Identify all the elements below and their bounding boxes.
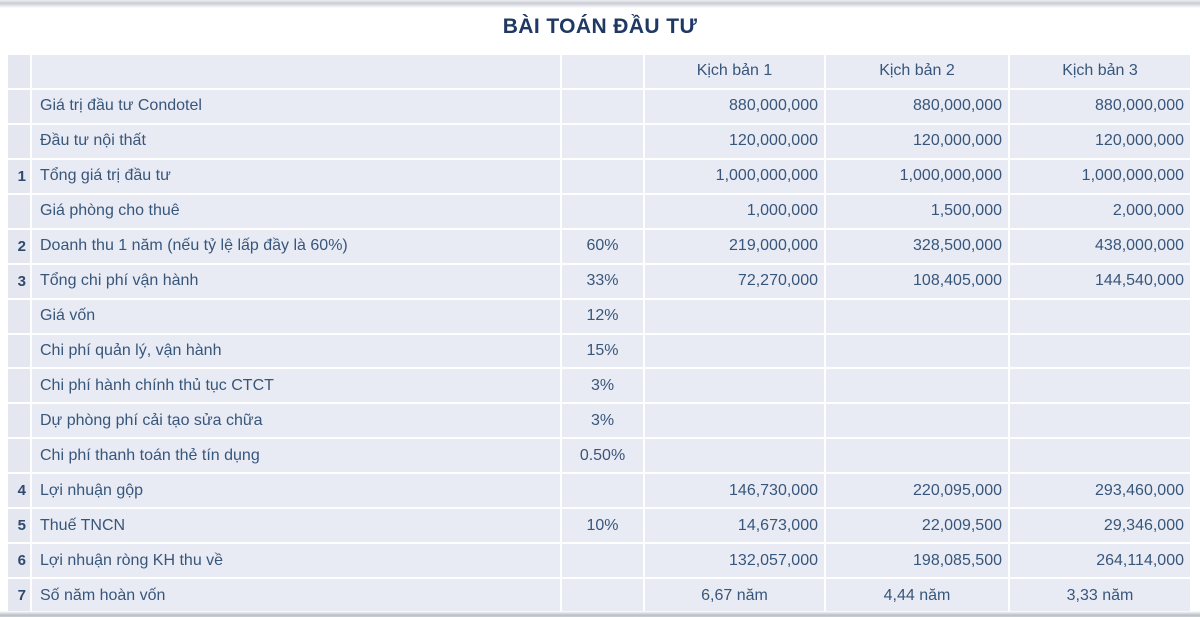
table-row [8, 579, 1190, 612]
table-row [8, 230, 1190, 265]
row-label: Thuế TNCN [32, 509, 562, 542]
table-row [8, 439, 1190, 474]
scenario-value: 1,000,000,000 [1081, 167, 1184, 185]
row-percent: 10% [562, 509, 645, 542]
row-label: Chi phí thanh toán thẻ tín dụng [32, 439, 562, 472]
row-number [8, 439, 32, 472]
row-percent [562, 90, 645, 123]
row-percent: 3% [562, 369, 645, 402]
scenario-value [826, 369, 1010, 402]
row-label: Lợi nhuận gộp [32, 474, 562, 507]
scenario-value: 880,000,000 [645, 90, 826, 123]
scenario-value: 264,114,000 [1096, 551, 1184, 569]
row-percent: 12% [562, 300, 645, 333]
scenario-value: 880,000,000 [826, 90, 1010, 123]
table-row [8, 265, 1190, 300]
row-number: 2 [8, 230, 32, 263]
scenario-value: 6,67 năm [645, 579, 826, 612]
row-label: Tổng chi phí vận hành [32, 265, 562, 298]
scenario-value [1010, 439, 1190, 472]
row-number: 5 [8, 509, 32, 542]
scenario-value: 438,000,000 [1095, 237, 1184, 255]
row-label: Số năm hoàn vốn [32, 579, 562, 612]
scenario-value: 120,000,000 [1095, 132, 1184, 150]
scenario-value: 1,000,000,000 [826, 160, 1010, 193]
table-row [8, 474, 1190, 509]
scenario-value: 72,270,000 [645, 265, 826, 298]
row-number: 7 [8, 579, 32, 612]
table-row [8, 509, 1190, 544]
table-row [8, 369, 1190, 404]
row-percent: 33% [562, 265, 645, 298]
row-label: Tổng giá trị đầu tư [32, 160, 562, 193]
scenario-value: 3,33 năm [1066, 586, 1134, 604]
row-label: Chi phí quản lý, vận hành [32, 335, 562, 368]
row-label: Dự phòng phí cải tạo sửa chữa [32, 404, 562, 437]
row-percent: 0.50% [562, 439, 645, 472]
row-number: 4 [8, 474, 32, 507]
row-percent [562, 474, 645, 507]
table-row [8, 335, 1190, 370]
scenario-header-1: Kịch bản 1 [645, 55, 826, 88]
scenario-value [645, 439, 826, 472]
scenario-value [1010, 369, 1190, 402]
table-header-row [8, 55, 1190, 90]
row-number [8, 300, 32, 333]
header-num-spacer [8, 55, 32, 88]
row-percent: 60% [562, 230, 645, 263]
row-number [8, 90, 32, 123]
row-label: Lợi nhuận ròng KH thu về [32, 544, 562, 577]
row-percent [562, 125, 645, 158]
scenario-value [826, 335, 1010, 368]
scenario-value [1010, 300, 1190, 333]
page-title: BÀI TOÁN ĐẦU TƯ [502, 15, 698, 38]
bottom-edge-divider [0, 611, 1200, 617]
scenario-value: 220,095,000 [826, 474, 1010, 507]
row-number [8, 369, 32, 402]
scenario-value [645, 335, 826, 368]
scenario-value: 2,000,000 [1112, 202, 1184, 220]
scenario-value: 146,730,000 [645, 474, 826, 507]
table-row [8, 90, 1190, 125]
header-label-spacer [32, 55, 562, 88]
row-label: Giá trị đầu tư Condotel [32, 90, 562, 123]
scenario-value: 1,000,000,000 [645, 160, 826, 193]
table-row [8, 160, 1190, 195]
scenario-value: 293,460,000 [1095, 481, 1184, 499]
table-row [8, 404, 1190, 439]
scenario-header-3: Kịch bản 3 [1062, 62, 1138, 80]
row-percent [562, 579, 645, 612]
table-row [8, 544, 1190, 579]
row-number [8, 195, 32, 228]
row-number: 3 [8, 265, 32, 298]
row-label: Đầu tư nội thất [32, 125, 562, 158]
scenario-value [645, 404, 826, 437]
row-label: Giá phòng cho thuê [32, 195, 562, 228]
row-percent: 15% [562, 335, 645, 368]
scenario-value: 880,000,000 [1095, 97, 1184, 115]
scenario-header-2: Kịch bản 2 [826, 55, 1010, 88]
investment-table [8, 55, 1190, 612]
scenario-value [1010, 404, 1190, 437]
top-edge-divider [0, 0, 1200, 8]
scenario-value [826, 404, 1010, 437]
row-number [8, 404, 32, 437]
table-row [8, 300, 1190, 335]
row-number [8, 335, 32, 368]
scenario-value: 120,000,000 [826, 125, 1010, 158]
table-row [8, 125, 1190, 160]
row-percent: 3% [562, 404, 645, 437]
scenario-value: 328,500,000 [826, 230, 1010, 263]
row-number [8, 125, 32, 158]
table-row [8, 195, 1190, 230]
scenario-value: 108,405,000 [826, 265, 1010, 298]
scenario-value: 1,500,000 [826, 195, 1010, 228]
scenario-value [826, 300, 1010, 333]
row-percent [562, 160, 645, 193]
scenario-value: 22,009,500 [826, 509, 1010, 542]
scenario-value: 198,085,500 [826, 544, 1010, 577]
header-pct-spacer [562, 55, 645, 88]
scenario-value [1010, 335, 1190, 368]
row-percent [562, 544, 645, 577]
row-label: Doanh thu 1 năm (nếu tỷ lệ lấp đầy là 60%) [32, 230, 562, 263]
scenario-value: 1,000,000 [645, 195, 826, 228]
scenario-value [645, 300, 826, 333]
scenario-value: 144,540,000 [1095, 272, 1184, 290]
scenario-value: 14,673,000 [645, 509, 826, 542]
row-label: Chi phí hành chính thủ tục CTCT [32, 369, 562, 402]
scenario-value: 219,000,000 [645, 230, 826, 263]
scenario-value [645, 369, 826, 402]
row-percent [562, 195, 645, 228]
row-label: Giá vốn [32, 300, 562, 333]
scenario-value: 4,44 năm [826, 579, 1010, 612]
scenario-value: 120,000,000 [645, 125, 826, 158]
scenario-value: 132,057,000 [645, 544, 826, 577]
scenario-value: 29,346,000 [1103, 516, 1184, 534]
scenario-value [826, 439, 1010, 472]
row-number: 6 [8, 544, 32, 577]
row-number: 1 [8, 160, 32, 193]
